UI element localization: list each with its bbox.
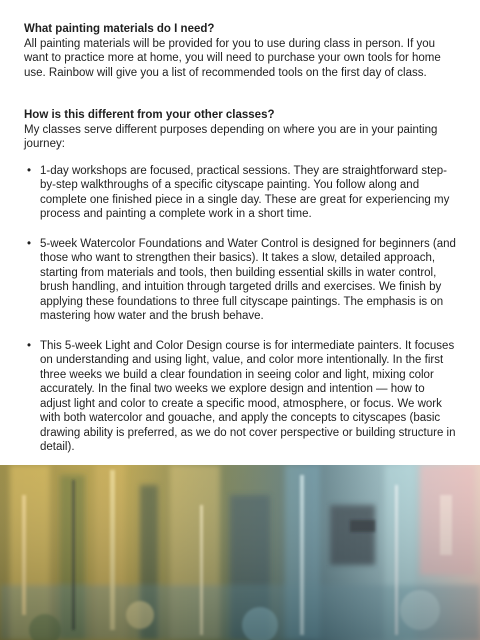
bullet-icon: • [27,164,32,177]
bullet-icon: • [27,339,32,352]
cityscape-painting-image [0,465,480,640]
watercolor-illustration [0,465,480,640]
list-item-text: 5-week Watercolor Foundations and Water Control is designed for beginners (and those who want to strengthen their basics). It takes a slow, detailed approach, starting from materials and tools, then building essential skills in water control, brush handling, and intuition through targeted drills and exercises. We finish by applying these foundations to three full cityscape paintings. The emphasis is on mastering how water and the brush behave. [40,237,456,322]
section-heading-materials: What painting materials do I need? [24,23,215,35]
section-intro-difference: My classes serve different purposes depending on where you are in your painting journey: [24,123,438,150]
list-item [24,164,456,222]
section-heading-difference: How is this different from your other classes? [24,109,275,121]
list-item-text: 1-day workshops are focused, practical sessions. They are straightforward step-by-step walkthroughs of a specific cityscape painting. You follow along and complete one finished piece in a single day. These are great for experiencing my process and painting a complete work in a short time. [40,164,450,220]
class-types-list [24,164,456,455]
section-body-materials: All painting materials will be provided for you to use during class in person. If you want to practice more at home, you will need to purchase your own tools for home use. Rainbow will give you a list of recommended tools on the first day of class. [24,37,441,79]
article [24,22,456,484]
list-item-text: This 5-week Light and Color Design course is for intermediate painters. It focuses on understanding and using light, value, and color more intentionally. In the first three weeks we build a clear foundation in seeing color and light, mixing color accurately. In the final two weeks we explore design and intention — how to adjust light and color to create a specific mood, atmosphere, or focus. We work with both watercolor and gouache, and apply the concepts to cityscapes (basic drawing ability is preferred, as we do not cover perspective or building structure in detail). [40,339,456,453]
bullet-icon: • [27,237,32,250]
list-item [24,237,456,324]
list-item [24,339,456,455]
